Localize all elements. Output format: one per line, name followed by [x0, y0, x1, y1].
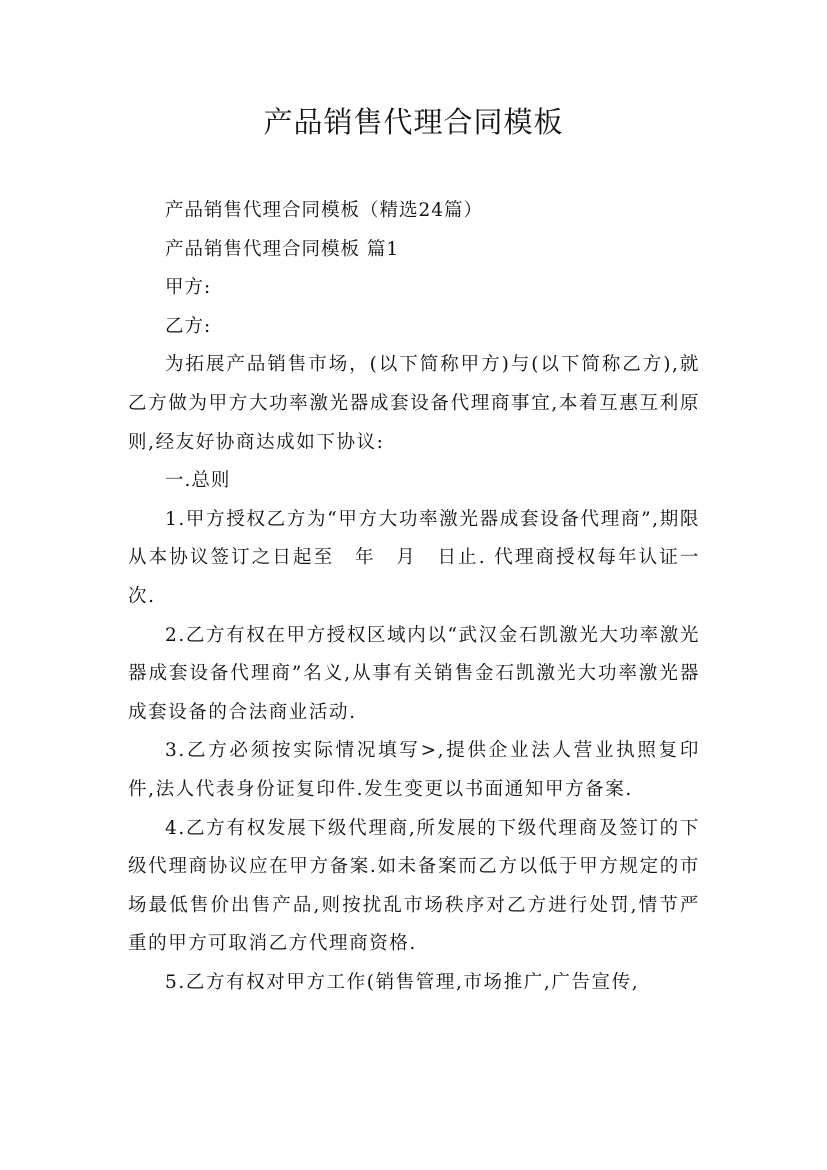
document-title: 产品销售代理合同模板	[263, 105, 564, 139]
paragraph-clause-4: 4.乙方有权发展下级代理商,所发展的下级代理商及签订的下级代理商协议应在甲方备案.如未备案而乙方以低于甲方规定的市场最低售价出售产品,则按扰乱市场秩序对乙方进行处罚,情节严重的甲方可取消乙方代理商资格.	[128, 817, 700, 955]
paragraph-subtitle: 产品销售代理合同模板（精选24篇）	[165, 200, 484, 221]
paragraph-clause-2: 2.乙方有权在甲方授权区域内以“武汉金石凯激光大功率激光器成套设备代理商”名义,从事有关销售金石凯激光大功率激光器成套设备的合法商业活动.	[128, 624, 700, 723]
paragraph-clause-5: 5.乙方有权对甲方工作(销售管理,市场推广,广告宣传,	[165, 971, 640, 993]
paragraph-preamble: 为拓展产品销售市场，(以下简称甲方)与(以下简称乙方),就乙方做为甲方大功率激光器成套设备代理商事宜,本着互惠互利原则,经友好协商达成如下协议:	[128, 354, 700, 453]
document-body	[128, 192, 700, 1002]
paragraph-party-b: 乙方:	[165, 315, 212, 337]
paragraph-section-heading: 产品销售代理合同模板 篇1	[165, 238, 400, 260]
paragraph-clause-1: 1.甲方授权乙方为“甲方大功率激光器成套设备代理商”,期限从本协议签订之日起至 年 月 日止. 代理商授权每年认证一次.	[128, 508, 700, 607]
paragraph-party-a: 甲方:	[165, 277, 212, 299]
paragraph-clause-3: 3.乙方必须按实际情况填写>,提供企业法人营业执照复印件,法人代表身份证复印件.发生变更以书面通知甲方备案.	[128, 740, 700, 800]
paragraph-general-heading: 一.总则	[165, 470, 231, 492]
